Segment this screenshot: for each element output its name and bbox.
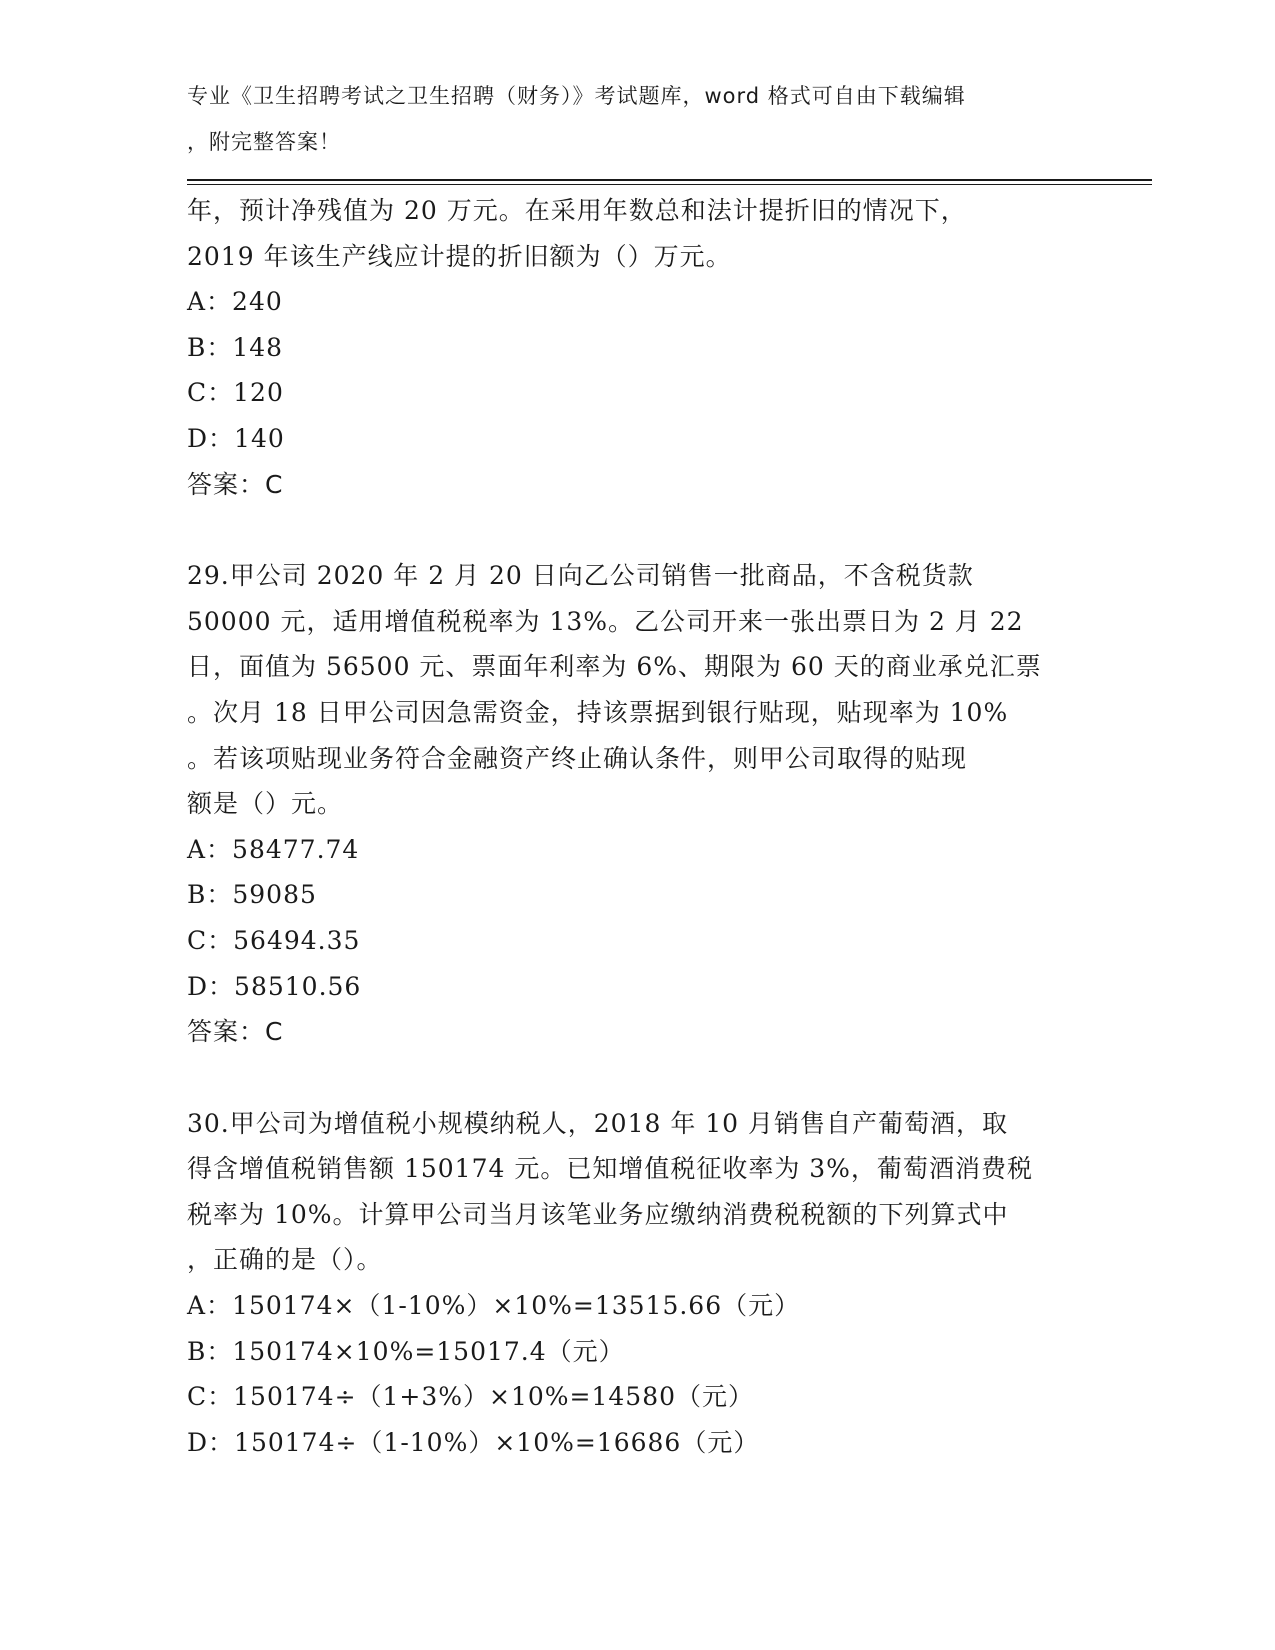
question-stem-line: 。次月 18 日甲公司因急需资金，持该票据到银行贴现，贴现率为 10%: [187, 697, 1009, 727]
question-stem-line: 30.甲公司为增值税小规模纳税人，2018 年 10 月销售自产葡萄酒，取: [187, 1108, 1009, 1138]
option-d: D：150174÷（1-10%）×10%=16686（元）: [187, 1427, 760, 1457]
header-divider-thin: [187, 184, 1152, 185]
question-list: [187, 188, 1107, 1465]
question-stem-line: 50000 元，适用增值税税率为 13%。乙公司开来一张出票日为 2 月 22: [187, 606, 1024, 636]
answer-line: 答案：C: [187, 1017, 284, 1047]
question-stem-line: 税率为 10%。计算甲公司当月该笔业务应缴纳消费税税额的下列算式中: [187, 1199, 1009, 1229]
option-d: D：58510.56: [187, 971, 362, 1001]
question-stem-line: 。若该项贴现业务符合金融资产终止确认条件，则甲公司取得的贴现: [187, 743, 968, 773]
header-line-1: 专业《卫生招聘考试之卫生招聘（财务）》考试题库，word 格式可自由下载编辑: [187, 84, 966, 108]
page-header: [187, 74, 1067, 165]
option-c: C：120: [187, 378, 284, 408]
option-a: A：240: [187, 287, 283, 317]
question-stem-line: 2019 年该生产线应计提的折旧额为（）万元。: [187, 241, 732, 271]
question-30: [187, 1101, 1107, 1466]
question-stem-line: 额是（）元。: [187, 789, 344, 819]
question-stem-line: 年，预计净残值为 20 万元。在采用年数总和法计提折旧的情况下，: [187, 196, 967, 225]
option-c: C：150174÷（1+3%）×10%=14580（元）: [187, 1382, 755, 1412]
question-stem-line: 29.甲公司 2020 年 2 月 20 日向乙公司销售一批商品，不含税货款: [187, 561, 974, 591]
option-d: D：140: [187, 423, 285, 453]
question-stem-line: ，正确的是（）。: [187, 1245, 383, 1275]
option-b: B：148: [187, 332, 284, 362]
answer-line: 答案：C: [187, 469, 284, 499]
option-a: A：150174×（1-10%）×10%=13515.66（元）: [187, 1291, 801, 1321]
spacer: [187, 507, 1107, 553]
option-b: B：150174×10%=15017.4（元）: [187, 1336, 625, 1366]
header-divider-thick: [187, 179, 1152, 181]
option-c: C：56494.35: [187, 925, 361, 955]
question-28: [187, 188, 1107, 507]
option-a: A：58477.74: [187, 834, 360, 864]
header-line-2: ，附完整答案！: [187, 129, 341, 154]
question-stem-line: 日，面值为 56500 元、票面年利率为 6%、期限为 60 天的商业承兑汇票: [187, 652, 1042, 682]
question-29: [187, 553, 1107, 1055]
spacer: [187, 1055, 1107, 1101]
option-b: B：59085: [187, 880, 317, 910]
question-stem-line: 得含增值税销售额 150174 元。已知增值税征收率为 3%，葡萄酒消费税: [187, 1154, 1033, 1184]
